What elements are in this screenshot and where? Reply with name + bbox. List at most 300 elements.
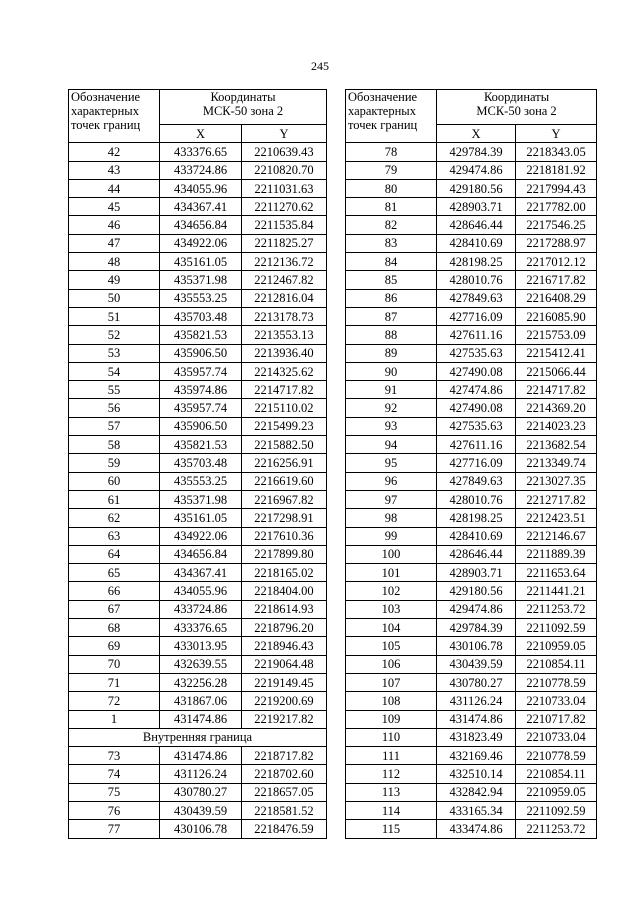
point-number-cell: 68 (69, 619, 160, 637)
y-cell: 2214325.62 (241, 362, 326, 380)
table-row (69, 820, 327, 838)
y-cell: 2216967.82 (241, 490, 326, 508)
table-row (346, 344, 597, 362)
coordinates-table-left (68, 89, 327, 839)
point-number-cell: 102 (346, 582, 437, 600)
point-number-cell: 83 (346, 234, 437, 252)
point-number-cell: 110 (346, 728, 437, 746)
point-number-cell: 107 (346, 673, 437, 691)
point-number-cell: 42 (69, 143, 160, 161)
y-cell: 2218657.05 (241, 783, 326, 801)
y-cell: 2218614.93 (241, 600, 326, 618)
x-cell: 435703.48 (160, 454, 242, 472)
y-cell: 2211253.72 (516, 820, 597, 838)
y-cell: 2213682.54 (516, 436, 597, 454)
table-row (69, 399, 327, 417)
y-cell: 2218581.52 (241, 801, 326, 819)
table-row (346, 326, 597, 344)
point-number-cell: 88 (346, 326, 437, 344)
y-cell: 2219064.48 (241, 655, 326, 673)
point-number-cell: 85 (346, 271, 437, 289)
table-row (69, 710, 327, 728)
table-row (346, 271, 597, 289)
x-cell: 428410.69 (437, 234, 516, 252)
table-row (69, 344, 327, 362)
x-cell: 432639.55 (160, 655, 242, 673)
table-row (69, 765, 327, 783)
y-cell: 2212136.72 (241, 253, 326, 271)
designation-header: Обозначение характерных точек границ (346, 90, 437, 143)
point-number-cell: 54 (69, 362, 160, 380)
y-cell: 2217782.00 (516, 198, 597, 216)
table-row (69, 271, 327, 289)
point-number-cell: 43 (69, 161, 160, 179)
x-header: X (160, 125, 242, 143)
y-cell: 2218343.05 (516, 143, 597, 161)
x-cell: 432510.14 (437, 765, 516, 783)
table-row (346, 381, 597, 399)
x-cell: 435161.05 (160, 509, 242, 527)
x-cell: 429180.56 (437, 179, 516, 197)
x-cell: 435553.25 (160, 472, 242, 490)
x-cell: 433013.95 (160, 637, 242, 655)
point-number-cell: 89 (346, 344, 437, 362)
table-row (346, 417, 597, 435)
table-row (69, 179, 327, 197)
point-number-cell: 94 (346, 436, 437, 454)
point-number-cell: 59 (69, 454, 160, 472)
y-cell: 2219200.69 (241, 692, 326, 710)
x-cell: 434656.84 (160, 216, 242, 234)
point-number-cell: 48 (69, 253, 160, 271)
x-cell: 430106.78 (437, 637, 516, 655)
table-row (69, 253, 327, 271)
x-cell: 427535.63 (437, 417, 516, 435)
x-cell: 429784.39 (437, 143, 516, 161)
point-number-cell: 77 (69, 820, 160, 838)
x-cell: 428010.76 (437, 490, 516, 508)
x-header: X (437, 125, 516, 143)
x-cell: 428646.44 (437, 545, 516, 563)
y-cell: 2210733.04 (516, 692, 597, 710)
table-row (346, 289, 597, 307)
table-row (69, 381, 327, 399)
point-number-cell: 53 (69, 344, 160, 362)
y-cell: 2210778.59 (516, 673, 597, 691)
table-row (69, 582, 327, 600)
x-cell: 435821.53 (160, 436, 242, 454)
x-cell: 433376.65 (160, 619, 242, 637)
table-row (346, 198, 597, 216)
table-row (346, 673, 597, 691)
x-cell: 427490.08 (437, 362, 516, 380)
x-cell: 435957.74 (160, 399, 242, 417)
y-cell: 2216408.29 (516, 289, 597, 307)
point-number-cell: 57 (69, 417, 160, 435)
y-cell: 2212816.04 (241, 289, 326, 307)
table-row (346, 820, 597, 838)
point-number-cell: 95 (346, 454, 437, 472)
point-number-cell: 67 (69, 600, 160, 618)
point-number-cell: 71 (69, 673, 160, 691)
x-cell: 434055.96 (160, 582, 242, 600)
table-row (69, 527, 327, 545)
point-number-cell: 76 (69, 801, 160, 819)
x-cell: 427611.16 (437, 436, 516, 454)
x-cell: 433724.86 (160, 161, 242, 179)
y-cell: 2210717.82 (516, 710, 597, 728)
x-cell: 432842.94 (437, 783, 516, 801)
point-number-cell: 69 (69, 637, 160, 655)
table-row (69, 655, 327, 673)
point-number-cell: 104 (346, 619, 437, 637)
x-cell: 435974.86 (160, 381, 242, 399)
table-row (69, 198, 327, 216)
y-cell: 2210854.11 (516, 765, 597, 783)
table-row (346, 783, 597, 801)
y-cell: 2213936.40 (241, 344, 326, 362)
table-row (69, 692, 327, 710)
point-number-cell: 92 (346, 399, 437, 417)
table-row (346, 143, 597, 161)
y-cell: 2212146.67 (516, 527, 597, 545)
y-cell: 2217994.43 (516, 179, 597, 197)
point-number-cell: 97 (346, 490, 437, 508)
x-cell: 428198.25 (437, 509, 516, 527)
x-cell: 435906.50 (160, 417, 242, 435)
point-number-cell: 99 (346, 527, 437, 545)
table-row (346, 655, 597, 673)
point-number-cell: 72 (69, 692, 160, 710)
point-number-cell: 114 (346, 801, 437, 819)
table-row (69, 161, 327, 179)
point-number-cell: 81 (346, 198, 437, 216)
y-cell: 2218165.02 (241, 564, 326, 582)
x-cell: 427849.63 (437, 289, 516, 307)
y-cell: 2211441.21 (516, 582, 597, 600)
y-cell: 2215412.41 (516, 344, 597, 362)
point-number-cell: 46 (69, 216, 160, 234)
x-cell: 434367.41 (160, 564, 242, 582)
table-row (346, 637, 597, 655)
point-number-cell: 56 (69, 399, 160, 417)
table-row (69, 143, 327, 161)
point-number-cell: 74 (69, 765, 160, 783)
y-cell: 2211889.39 (516, 545, 597, 563)
point-number-cell: 87 (346, 307, 437, 325)
x-cell: 434656.84 (160, 545, 242, 563)
x-cell: 434055.96 (160, 179, 242, 197)
point-number-cell: 82 (346, 216, 437, 234)
point-number-cell: 109 (346, 710, 437, 728)
table-row (346, 619, 597, 637)
x-cell: 433376.65 (160, 143, 242, 161)
y-cell: 2219149.45 (241, 673, 326, 691)
y-cell: 2217298.91 (241, 509, 326, 527)
table-row (346, 710, 597, 728)
table-row (69, 454, 327, 472)
table-row (346, 600, 597, 618)
point-number-cell: 50 (69, 289, 160, 307)
point-number-cell: 112 (346, 765, 437, 783)
x-cell: 429474.86 (437, 161, 516, 179)
point-number-cell: 100 (346, 545, 437, 563)
table-row (346, 692, 597, 710)
x-cell: 427611.16 (437, 326, 516, 344)
x-cell: 435703.48 (160, 307, 242, 325)
point-number-cell: 58 (69, 436, 160, 454)
table-row (346, 362, 597, 380)
x-cell: 435957.74 (160, 362, 242, 380)
x-cell: 431126.24 (437, 692, 516, 710)
table-row (69, 472, 327, 490)
point-number-cell: 93 (346, 417, 437, 435)
x-cell: 429180.56 (437, 582, 516, 600)
point-number-cell: 91 (346, 381, 437, 399)
y-cell: 2215499.23 (241, 417, 326, 435)
x-cell: 427716.09 (437, 454, 516, 472)
y-cell: 2219217.82 (241, 710, 326, 728)
y-cell: 2216619.60 (241, 472, 326, 490)
point-number-cell: 78 (346, 143, 437, 161)
y-cell: 2212467.82 (241, 271, 326, 289)
table-row (69, 783, 327, 801)
y-cell: 2210959.05 (516, 783, 597, 801)
point-number-cell: 65 (69, 564, 160, 582)
x-cell: 427490.08 (437, 399, 516, 417)
x-cell: 435161.05 (160, 253, 242, 271)
table-row (69, 801, 327, 819)
table-row (69, 234, 327, 252)
y-cell: 2218946.43 (241, 637, 326, 655)
coordinates-header: Координаты МСК-50 зона 2 (437, 90, 597, 125)
table-row (346, 545, 597, 563)
table-row (346, 307, 597, 325)
point-number-cell: 79 (346, 161, 437, 179)
y-cell: 2211825.27 (241, 234, 326, 252)
y-cell: 2215882.50 (241, 436, 326, 454)
point-number-cell: 98 (346, 509, 437, 527)
x-cell: 432256.28 (160, 673, 242, 691)
x-cell: 431867.06 (160, 692, 242, 710)
table-row (346, 564, 597, 582)
table-row (69, 436, 327, 454)
point-number-cell: 103 (346, 600, 437, 618)
x-cell: 427716.09 (437, 307, 516, 325)
x-cell: 435553.25 (160, 289, 242, 307)
x-cell: 428646.44 (437, 216, 516, 234)
x-cell: 431474.86 (160, 747, 242, 765)
point-number-cell: 75 (69, 783, 160, 801)
x-cell: 427535.63 (437, 344, 516, 362)
y-cell: 2210778.59 (516, 747, 597, 765)
y-cell: 2218404.00 (241, 582, 326, 600)
x-cell: 435371.98 (160, 490, 242, 508)
x-cell: 428903.71 (437, 564, 516, 582)
table-row (69, 545, 327, 563)
table-row (69, 509, 327, 527)
y-cell: 2213553.13 (241, 326, 326, 344)
y-cell: 2210733.04 (516, 728, 597, 746)
y-cell: 2217012.12 (516, 253, 597, 271)
y-cell: 2218181.92 (516, 161, 597, 179)
y-cell: 2217546.25 (516, 216, 597, 234)
y-cell: 2211270.62 (241, 198, 326, 216)
point-number-cell: 115 (346, 820, 437, 838)
y-cell: 2215066.44 (516, 362, 597, 380)
y-cell: 2215110.02 (241, 399, 326, 417)
x-cell: 433724.86 (160, 600, 242, 618)
y-cell: 2210854.11 (516, 655, 597, 673)
table-row (69, 307, 327, 325)
x-cell: 430439.59 (160, 801, 242, 819)
table-row (346, 179, 597, 197)
point-number-cell: 70 (69, 655, 160, 673)
point-number-cell: 106 (346, 655, 437, 673)
y-cell: 2217899.80 (241, 545, 326, 563)
x-cell: 433474.86 (437, 820, 516, 838)
table-row (346, 436, 597, 454)
table-row (346, 454, 597, 472)
x-cell: 435821.53 (160, 326, 242, 344)
table-row (69, 326, 327, 344)
y-cell: 2214717.82 (241, 381, 326, 399)
x-cell: 433165.34 (437, 801, 516, 819)
x-cell: 431823.49 (437, 728, 516, 746)
point-number-cell: 86 (346, 289, 437, 307)
point-number-cell: 55 (69, 381, 160, 399)
point-number-cell: 45 (69, 198, 160, 216)
y-cell: 2215753.09 (516, 326, 597, 344)
table-row (69, 216, 327, 234)
table-row (346, 582, 597, 600)
y-cell: 2214717.82 (516, 381, 597, 399)
table-row (346, 472, 597, 490)
y-cell: 2217610.36 (241, 527, 326, 545)
table-row (69, 362, 327, 380)
y-header: Y (241, 125, 326, 143)
y-cell: 2213349.74 (516, 454, 597, 472)
x-cell: 427849.63 (437, 472, 516, 490)
table-row (69, 564, 327, 582)
table-row (346, 253, 597, 271)
point-number-cell: 90 (346, 362, 437, 380)
y-cell: 2216256.91 (241, 454, 326, 472)
y-cell: 2211653.64 (516, 564, 597, 582)
point-number-cell: 84 (346, 253, 437, 271)
y-header: Y (516, 125, 597, 143)
table-row (346, 728, 597, 746)
x-cell: 431474.86 (160, 710, 242, 728)
x-cell: 428410.69 (437, 527, 516, 545)
coordinates-table-right (345, 89, 597, 839)
designation-header: Обозначение характерных точек границ (69, 90, 160, 143)
point-number-cell: 61 (69, 490, 160, 508)
x-cell: 427474.86 (437, 381, 516, 399)
y-cell: 2216085.90 (516, 307, 597, 325)
y-cell: 2218796.20 (241, 619, 326, 637)
y-cell: 2214023.23 (516, 417, 597, 435)
table-row (69, 637, 327, 655)
y-cell: 2211092.59 (516, 619, 597, 637)
table-row (346, 216, 597, 234)
point-number-cell: 47 (69, 234, 160, 252)
point-number-cell: 73 (69, 747, 160, 765)
y-cell: 2212423.51 (516, 509, 597, 527)
point-number-cell: 108 (346, 692, 437, 710)
table-row (346, 490, 597, 508)
y-cell: 2211253.72 (516, 600, 597, 618)
point-number-cell: 52 (69, 326, 160, 344)
table-row (346, 161, 597, 179)
table-row (346, 747, 597, 765)
y-cell: 2218476.59 (241, 820, 326, 838)
y-cell: 2210820.70 (241, 161, 326, 179)
point-number-cell: 64 (69, 545, 160, 563)
table-row (346, 234, 597, 252)
point-number-cell: 44 (69, 179, 160, 197)
x-cell: 428010.76 (437, 271, 516, 289)
coordinates-header: Координаты МСК-50 зона 2 (160, 90, 327, 125)
table-row (69, 417, 327, 435)
point-number-cell: 96 (346, 472, 437, 490)
table-row (346, 801, 597, 819)
x-cell: 428903.71 (437, 198, 516, 216)
y-cell: 2210959.05 (516, 637, 597, 655)
x-cell: 429474.86 (437, 600, 516, 618)
x-cell: 434922.06 (160, 527, 242, 545)
y-cell: 2211535.84 (241, 216, 326, 234)
point-number-cell: 49 (69, 271, 160, 289)
point-number-cell: 113 (346, 783, 437, 801)
point-number-cell: 51 (69, 307, 160, 325)
point-number-cell: 66 (69, 582, 160, 600)
table-row (69, 289, 327, 307)
y-cell: 2218717.82 (241, 747, 326, 765)
table-row (346, 399, 597, 417)
point-number-cell: 105 (346, 637, 437, 655)
x-cell: 431474.86 (437, 710, 516, 728)
table-row (69, 673, 327, 691)
y-cell: 2214369.20 (516, 399, 597, 417)
y-cell: 2218702.60 (241, 765, 326, 783)
x-cell: 428198.25 (437, 253, 516, 271)
x-cell: 434922.06 (160, 234, 242, 252)
table-row (346, 527, 597, 545)
y-cell: 2210639.43 (241, 143, 326, 161)
y-cell: 2211031.63 (241, 179, 326, 197)
x-cell: 434367.41 (160, 198, 242, 216)
y-cell: 2216717.82 (516, 271, 597, 289)
table-row (346, 765, 597, 783)
point-number-cell: 60 (69, 472, 160, 490)
point-number-cell: 62 (69, 509, 160, 527)
y-cell: 2211092.59 (516, 801, 597, 819)
table-row (69, 490, 327, 508)
point-number-cell: 1 (69, 710, 160, 728)
x-cell: 435371.98 (160, 271, 242, 289)
point-number-cell: 80 (346, 179, 437, 197)
section-label: Внутренняя граница (69, 728, 327, 746)
x-cell: 429784.39 (437, 619, 516, 637)
x-cell: 432169.46 (437, 747, 516, 765)
point-number-cell: 101 (346, 564, 437, 582)
x-cell: 430780.27 (160, 783, 242, 801)
x-cell: 430439.59 (437, 655, 516, 673)
table-row (346, 509, 597, 527)
point-number-cell: 63 (69, 527, 160, 545)
y-cell: 2212717.82 (516, 490, 597, 508)
